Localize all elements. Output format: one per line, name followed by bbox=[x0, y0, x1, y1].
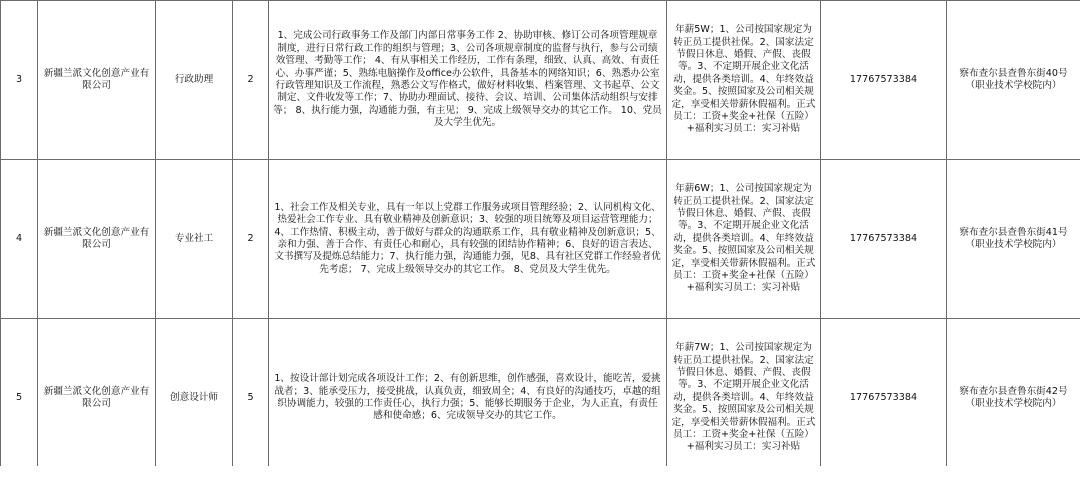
salary-benefits: 年薪7W；1、公司按国家规定为转正员工提供社保。2、国家法定节假日休息、婚假、产假、丧假等。3、不定期开展企业文化活动，提供各类培训。4、年终效益奖金。5、按照国家及公司相关规定，享受相关带薪休假福利。正式员工：工资+奖金+社保（五险）+福利实习员工：实习补贴 bbox=[667, 319, 821, 478]
row-number: 5 bbox=[1, 319, 38, 478]
company-name: 新疆兰派文化创意产业有限公司 bbox=[38, 160, 156, 319]
company-name: 新疆兰派文化创意产业有限公司 bbox=[38, 1, 156, 160]
position-title: 行政助理 bbox=[156, 1, 233, 160]
bottom-margin bbox=[0, 466, 1080, 490]
work-address: 察布查尔县查鲁东街41号（职业技术学校院内） bbox=[947, 160, 1080, 319]
job-requirements: 1、按设计部计划完成各项设计工作；2、有创新思维，创作感强，喜欢设计，能吃苦，爱挑战者；3、能承受压力，接受挑战，认真负责，细致周全；4、有良好的沟通技巧，卓越的组织协调能力，较强的工作责任心，执行力强；5、能够长期服务于企业，为人正直，有责任感和使命感；6、完成领导交办的其它工作。 bbox=[269, 319, 667, 478]
row-number: 3 bbox=[1, 1, 38, 160]
work-address: 察布查尔县查鲁东街40号（职业技术学校院内） bbox=[947, 1, 1080, 160]
job-requirements: 1、社会工作及相关专业，具有一年以上党群工作服务或项目管理经验；2、认同机构文化、热爱社会工作专业、具有敬业精神及创新意识；3、较强的项目统筹及项目运营管理能力；4、工作热情、积极主动，善于做好与群众的沟通联系工作，具有敬业精神及创新意识；5、亲和力强、善于合作、有责任心和耐心，具有较强的团结协作精神；6、良好的语言表达、文书撰写及提炼总结能力；7、执行能力强，沟通能力强，见8、具有社区党群工作经验者优先考虑； 7、完成上级领导交办的其它工作。 8、党员及大学生优先。 bbox=[269, 160, 667, 319]
salary-benefits: 年薪6W；1、公司按国家规定为转正员工提供社保。2、国家法定节假日休息、婚假、产假、丧假等。3、不定期开展企业文化活动，提供各类培训。4、年终效益奖金。5、按照国家及公司相关规定，享受相关带薪休假福利。正式员工：工资+奖金+社保（五险）+福利实习员工：实习补贴 bbox=[667, 160, 821, 319]
position-title: 创意设计师 bbox=[156, 319, 233, 478]
row-number: 4 bbox=[1, 160, 38, 319]
table-row bbox=[1, 319, 1080, 478]
company-name: 新疆兰派文化创意产业有限公司 bbox=[38, 319, 156, 478]
contact-phone: 17767573384 bbox=[821, 1, 947, 160]
headcount: 5 bbox=[233, 319, 269, 478]
table-row bbox=[1, 160, 1080, 319]
salary-benefits: 年薪5W；1、公司按国家规定为转正员工提供社保。2、国家法定节假日休息、婚假、产假、丧假等。3、不定期开展企业文化活动，提供各类培训。4、年终效益奖金。5、按照国家及公司相关规定，享受相关带薪休假福利。正式员工：工资+奖金+社保（五险）+福利实习员工：实习补贴 bbox=[667, 1, 821, 160]
job-requirements: 1、完成公司行政事务工作及部门内部日常事务工作 2、协助审核、修订公司各项管理规章制度，进行日常行政工作的组织与管理；3、公司各项规章制度的监督与执行，参与公司绩效管理、考勤等工作； 4、有从事相关工作经历，工作有条理，细致、认真、高效、有责任心、办事严谨；5、熟练电脑操作及office办公软件，具备基本的网络知识；6、熟悉办公室行政管理知识及工作流程，熟悉公文写作格式，做好材料收集、档案管理、文书起草、公文制定、文件收发等工作；7、协助办理面试、接待、会议、培训、公司集体活动组织与安排等； 8、执行能力强，沟通能力强，有主见； 9、完成上级领导交办的其它工作。 10、党员及大学生优先。 bbox=[269, 1, 667, 160]
contact-phone: 17767573384 bbox=[821, 319, 947, 478]
headcount: 2 bbox=[233, 160, 269, 319]
table-row bbox=[1, 1, 1080, 160]
work-address: 察布查尔县查鲁东街42号（职业技术学校院内） bbox=[947, 319, 1080, 478]
headcount: 2 bbox=[233, 1, 269, 160]
contact-phone: 17767573384 bbox=[821, 160, 947, 319]
position-title: 专业社工 bbox=[156, 160, 233, 319]
